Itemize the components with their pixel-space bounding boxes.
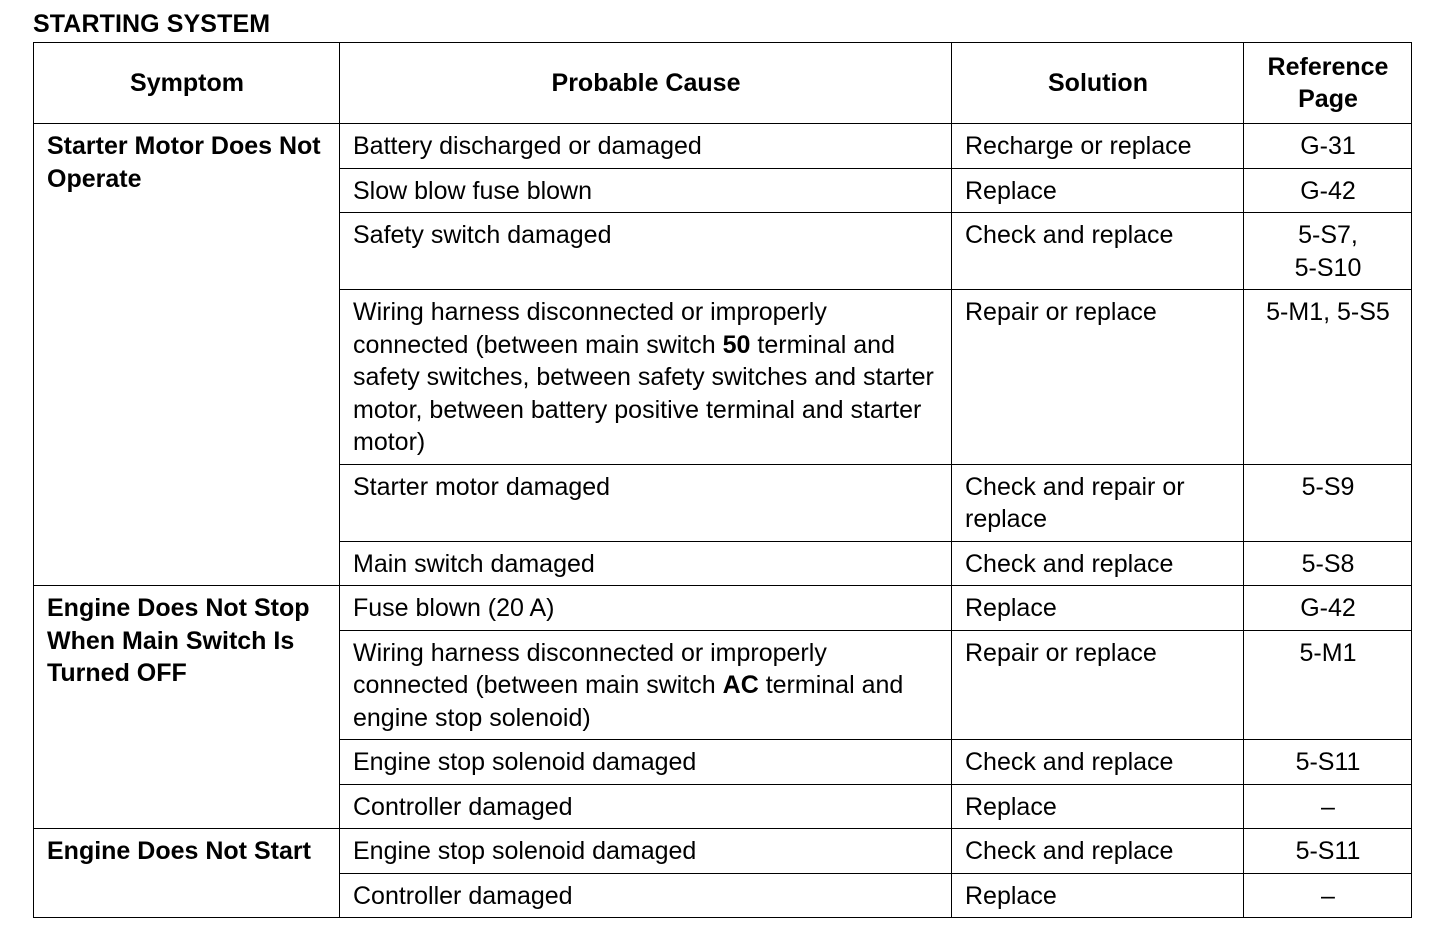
cause-text: Wiring harness disconnected or improperly connected (between main switch xyxy=(353,638,827,699)
table-row xyxy=(34,586,1412,631)
solution-cell: Repair or replace xyxy=(952,630,1244,740)
cause-text: Controller damaged xyxy=(353,792,573,821)
table-header-row xyxy=(34,43,1412,124)
reference-page-value: G-42 xyxy=(1300,594,1356,622)
cause-text: Wiring harness disconnected or improperly connected (between main switch xyxy=(353,298,827,359)
table-body xyxy=(34,124,1412,918)
probable-cause-cell xyxy=(340,586,952,631)
probable-cause-cell xyxy=(340,124,952,169)
solution-cell: Check and replace xyxy=(952,213,1244,290)
solution-cell: Repair or replace xyxy=(952,290,1244,465)
reference-page-value: 5-M1 xyxy=(1299,638,1357,667)
symptom-cell: Engine Does Not Start xyxy=(34,829,340,918)
probable-cause-cell xyxy=(340,213,952,290)
cause-text: Starter motor damaged xyxy=(353,472,611,501)
probable-cause-cell xyxy=(340,290,952,465)
header-reference-line2: Page xyxy=(1298,85,1358,113)
probable-cause-cell xyxy=(340,464,952,541)
reference-page-cell xyxy=(1244,464,1412,541)
probable-cause-cell xyxy=(340,784,952,829)
reference-page-value: G-42 xyxy=(1300,176,1356,205)
troubleshooting-table xyxy=(33,42,1412,918)
reference-page-cell xyxy=(1244,290,1412,465)
reference-page-value: 5-S11 xyxy=(1295,748,1361,776)
cause-text: Fuse blown (20 A) xyxy=(353,594,555,622)
reference-page-value: 5-S7, xyxy=(1298,221,1358,249)
header-symptom: Symptom xyxy=(34,43,340,124)
solution-cell: Check and replace xyxy=(952,541,1244,586)
probable-cause-cell xyxy=(340,541,952,586)
header-probable-cause: Probable Cause xyxy=(340,43,952,124)
reference-page-cell xyxy=(1244,630,1412,740)
solution-cell: Check and replace xyxy=(952,740,1244,785)
reference-page-cell xyxy=(1244,873,1412,918)
probable-cause-cell xyxy=(340,168,952,213)
reference-page-cell xyxy=(1244,213,1412,290)
terminal-name: 50 xyxy=(722,330,751,359)
table-row xyxy=(34,124,1412,169)
solution-cell: Replace xyxy=(952,873,1244,918)
reference-page-value: 5-S9 xyxy=(1301,472,1355,501)
probable-cause-cell xyxy=(340,873,952,918)
section-title: STARTING SYSTEM xyxy=(33,10,271,38)
cause-text: Engine stop solenoid damaged xyxy=(353,748,697,776)
table-row xyxy=(34,829,1412,874)
solution-cell: Replace xyxy=(952,784,1244,829)
reference-page-cell xyxy=(1244,740,1412,785)
reference-page-value: 5-S10 xyxy=(1294,253,1362,282)
header-solution: Solution xyxy=(952,43,1244,124)
reference-page-value: – xyxy=(1321,881,1335,910)
cause-text: terminal and safety switches, between safety switches and starter motor, between battery positive terminal and starter motor) xyxy=(353,330,934,456)
reference-page-cell xyxy=(1244,586,1412,631)
solution-cell: Recharge or replace xyxy=(952,124,1244,169)
cause-text: Main switch damaged xyxy=(353,549,595,578)
probable-cause-cell xyxy=(340,829,952,874)
solution-cell: Replace xyxy=(952,586,1244,631)
terminal-name: AC xyxy=(722,671,759,699)
reference-page-value: 5-S8 xyxy=(1301,549,1355,578)
reference-page-cell xyxy=(1244,168,1412,213)
symptom-cell: Starter Motor Does Not Operate xyxy=(34,124,340,586)
solution-cell: Check and replace xyxy=(952,829,1244,874)
reference-page-cell xyxy=(1244,829,1412,874)
reference-page-value: 5-M1, 5-S5 xyxy=(1266,298,1390,326)
cause-text: Battery discharged or damaged xyxy=(353,132,702,160)
symptom-cell: Engine Does Not Stop When Main Switch Is Turned OFF xyxy=(34,586,340,829)
header-reference-page xyxy=(1244,43,1412,124)
probable-cause-cell xyxy=(340,740,952,785)
reference-page-cell xyxy=(1244,784,1412,829)
reference-page-cell xyxy=(1244,124,1412,169)
reference-page-value: G-31 xyxy=(1300,132,1356,160)
cause-text: Engine stop solenoid damaged xyxy=(353,837,697,865)
reference-page-value: – xyxy=(1321,792,1335,821)
cause-text: Controller damaged xyxy=(353,881,573,910)
reference-page-cell xyxy=(1244,541,1412,586)
solution-cell: Replace xyxy=(952,168,1244,213)
solution-cell: Check and repair or replace xyxy=(952,464,1244,541)
probable-cause-cell xyxy=(340,630,952,740)
cause-text: Safety switch damaged xyxy=(353,221,612,249)
header-reference-line1: Reference xyxy=(1267,52,1389,81)
reference-page-value: 5-S11 xyxy=(1295,837,1361,865)
cause-text: terminal and engine stop solenoid) xyxy=(353,671,904,732)
cause-text: Slow blow fuse blown xyxy=(353,176,593,205)
